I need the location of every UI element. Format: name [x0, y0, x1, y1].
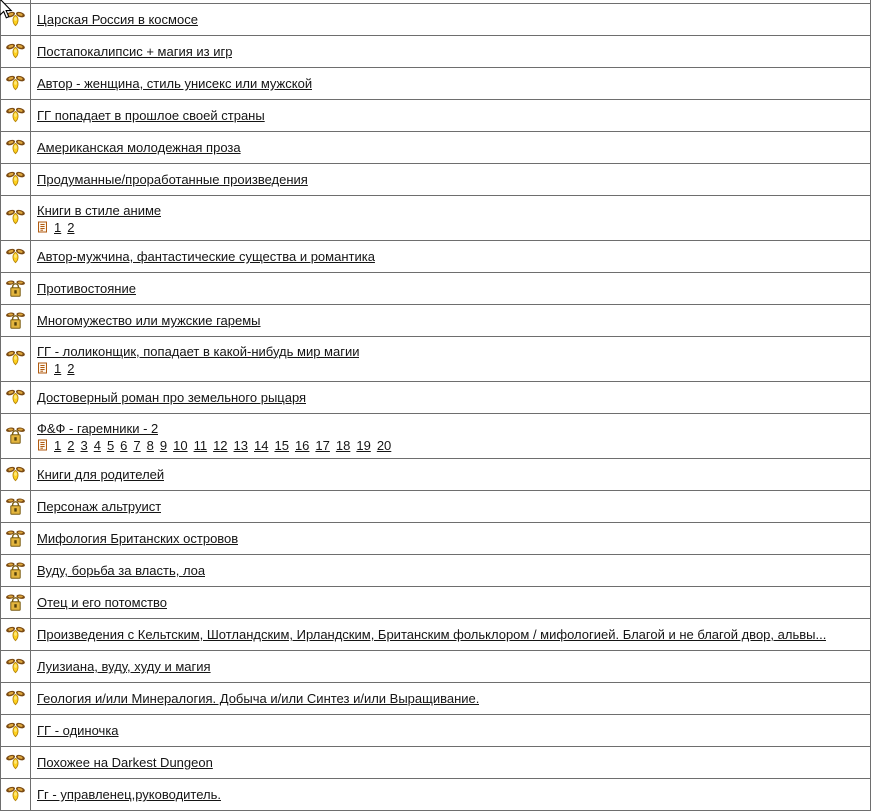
page-link[interactable]: 10	[173, 437, 188, 453]
topic-title-cell	[31, 683, 870, 714]
fly-icon	[5, 388, 26, 408]
topic-status-cell	[1, 132, 31, 163]
topic-title-cell	[31, 36, 870, 67]
topic-status-cell	[1, 523, 31, 554]
winged-lock-icon	[5, 497, 26, 517]
table-row	[1, 68, 870, 100]
table-row	[1, 651, 870, 683]
topic-status-cell	[1, 747, 31, 778]
winged-lock-icon	[5, 529, 26, 549]
topic-status-cell	[1, 683, 31, 714]
fly-icon	[5, 785, 26, 805]
topic-status-cell	[1, 337, 31, 381]
page-link[interactable]: 2	[67, 437, 75, 453]
fly-icon	[5, 721, 26, 741]
topic-status-cell	[1, 100, 31, 131]
topic-title-cell	[31, 4, 870, 35]
page-link[interactable]: 12	[213, 437, 228, 453]
topic-status-cell	[1, 382, 31, 413]
topic-title-cell	[31, 619, 870, 650]
topic-status-cell	[1, 4, 31, 35]
topic-status-cell	[1, 305, 31, 336]
page-link[interactable]: 2	[67, 360, 75, 376]
topic-title-cell	[31, 241, 870, 272]
topic-link[interactable]: Гг - управленец,руководитель.	[37, 787, 221, 802]
topic-title-cell	[31, 164, 870, 195]
page-link[interactable]: 20	[376, 437, 392, 453]
topic-status-cell	[1, 651, 31, 682]
topic-status-cell	[1, 619, 31, 650]
page-link[interactable]: 11	[193, 437, 208, 453]
topic-title-cell	[31, 68, 870, 99]
topic-pagination	[37, 220, 864, 235]
table-row	[1, 36, 870, 68]
table-row	[1, 241, 870, 273]
fly-icon	[5, 689, 26, 709]
topic-link[interactable]: Царская Россия в космосе	[37, 12, 198, 27]
fly-icon	[5, 247, 26, 267]
topic-title-cell	[31, 555, 870, 586]
fly-icon	[5, 74, 26, 94]
topic-status-cell	[1, 715, 31, 746]
fly-icon	[5, 465, 26, 485]
topic-link[interactable]: Многомужество или мужские гаремы	[37, 313, 261, 328]
topic-title-cell	[31, 587, 870, 618]
topic-status-cell	[1, 555, 31, 586]
fly-icon	[5, 657, 26, 677]
table-row	[1, 683, 870, 715]
topic-link[interactable]: Постапокалипсис + магия из игр	[37, 44, 233, 59]
topic-status-cell	[1, 196, 31, 240]
topic-link[interactable]: ГГ попадает в прошлое своей страны	[37, 108, 265, 123]
topic-link[interactable]: Книги для родителей	[37, 467, 165, 482]
table-row	[1, 619, 870, 651]
topic-link[interactable]: Луизиана, вуду, худу и магия	[37, 659, 211, 674]
page-link[interactable]: 6	[120, 437, 128, 453]
topic-title-cell	[31, 715, 870, 746]
topic-status-cell	[1, 779, 31, 810]
table-row	[1, 587, 870, 619]
page-link[interactable]: 19	[356, 437, 371, 453]
topic-pagination	[37, 361, 864, 376]
topic-title-cell	[31, 779, 870, 810]
fly-icon	[5, 753, 26, 773]
table-row	[1, 555, 870, 587]
page-link[interactable]: 7	[133, 437, 141, 453]
table-row	[1, 337, 870, 382]
page-link[interactable]: 3	[80, 437, 88, 453]
topic-link[interactable]: Геология и/или Минералогия. Добыча и/или Синтез и/или Выращивание.	[37, 691, 480, 706]
table-row	[1, 414, 870, 459]
table-row	[1, 4, 870, 36]
table-row	[1, 491, 870, 523]
topic-title-cell	[31, 100, 870, 131]
topic-status-cell	[1, 491, 31, 522]
topic-status-cell	[1, 241, 31, 272]
winged-lock-icon	[5, 279, 26, 299]
topic-link[interactable]: Продуманные/проработанные произведения	[37, 172, 308, 187]
sliver-icon-cell	[1, 0, 31, 3]
topic-link[interactable]: ГГ - лоликонщик, попадает в какой-нибудь мир магии	[37, 343, 360, 359]
fly-icon	[5, 106, 26, 126]
table-row	[1, 747, 870, 779]
topic-link[interactable]: Американская молодежная проза	[37, 140, 241, 155]
topic-status-cell	[1, 164, 31, 195]
topic-title-cell	[31, 273, 870, 304]
fly-icon	[5, 10, 26, 30]
topic-link[interactable]: Автор - женщина, стиль унисекс или мужской	[37, 76, 313, 91]
topic-status-cell	[1, 459, 31, 490]
winged-lock-icon	[5, 561, 26, 581]
page-link[interactable]: 13	[233, 437, 249, 453]
page-link[interactable]: 1	[54, 360, 62, 376]
page-link[interactable]: 4	[93, 437, 101, 453]
fly-icon	[5, 42, 26, 62]
topic-status-cell	[1, 273, 31, 304]
topic-title-cell	[31, 523, 870, 554]
topic-link[interactable]: Ф&Ф - гаремники - 2	[37, 420, 159, 436]
topic-title-cell	[31, 382, 870, 413]
topic-status-cell	[1, 414, 31, 458]
topic-link[interactable]: Книги в стиле аниме	[37, 202, 162, 218]
fly-icon	[5, 138, 26, 158]
page-link[interactable]: 14	[254, 437, 269, 453]
fly-icon	[5, 208, 26, 228]
topic-link[interactable]: Противостояние	[37, 281, 136, 296]
table-row	[1, 305, 870, 337]
fly-icon	[5, 625, 26, 645]
winged-lock-icon	[5, 593, 26, 613]
fly-icon	[5, 170, 26, 190]
topic-link[interactable]: Персонаж альтруист	[37, 499, 162, 514]
table-row	[1, 523, 870, 555]
table-row	[1, 164, 870, 196]
topic-title-cell	[31, 414, 870, 458]
table-row	[1, 196, 870, 241]
topic-status-cell	[1, 587, 31, 618]
pages-icon	[37, 439, 48, 451]
topic-title-cell	[31, 747, 870, 778]
page-link[interactable]: 2	[67, 219, 75, 235]
pages-icon	[37, 221, 48, 233]
topic-title-cell	[31, 651, 870, 682]
topic-link[interactable]: Достоверный роман про земельного рыцаря	[37, 390, 307, 405]
table-row	[1, 100, 870, 132]
topic-link[interactable]: Отец и его потомство	[37, 595, 168, 610]
page-link[interactable]: 5	[106, 437, 115, 453]
topic-link[interactable]: Похожее на Darkest Dungeon	[37, 755, 213, 770]
topic-title-cell	[31, 459, 870, 490]
topic-pagination	[37, 438, 864, 453]
page-link[interactable]: 18	[335, 437, 351, 453]
topic-link[interactable]: Произведения с Кельтским, Шотландским, Ирландским, Британским фольклором / мифологией. Благой и не благой двор, альвы...	[37, 627, 827, 642]
topic-title-cell	[31, 337, 870, 381]
page-link[interactable]: 1	[54, 437, 62, 453]
table-row	[1, 382, 870, 414]
pages-icon	[37, 362, 48, 374]
topic-link[interactable]: Вуду, борьба за власть, лоа	[37, 563, 206, 578]
page-link[interactable]: 9	[159, 437, 168, 453]
topic-title-cell	[31, 491, 870, 522]
topic-status-cell	[1, 36, 31, 67]
page-link[interactable]: 1	[54, 219, 62, 235]
topic-title-cell	[31, 305, 870, 336]
winged-lock-icon	[5, 311, 26, 331]
topic-title-cell	[31, 196, 870, 240]
table-row	[1, 779, 870, 811]
topic-link[interactable]: Мифология Британских островов	[37, 531, 239, 546]
table-row	[1, 459, 870, 491]
topic-title-cell	[31, 132, 870, 163]
topic-link[interactable]: ГГ - одиночка	[37, 723, 119, 738]
table-row	[1, 715, 870, 747]
table-row	[1, 273, 870, 305]
topic-link[interactable]: Автор-мужчина, фантастические существа и романтика	[37, 249, 375, 264]
page-link[interactable]: 15	[274, 437, 289, 453]
page-link[interactable]: 17	[315, 437, 330, 453]
topic-status-cell	[1, 68, 31, 99]
winged-lock-icon	[5, 426, 26, 446]
page-link[interactable]: 8	[146, 437, 154, 453]
fly-icon	[5, 349, 26, 369]
table-row	[1, 132, 870, 164]
page-link[interactable]: 16	[294, 437, 310, 453]
